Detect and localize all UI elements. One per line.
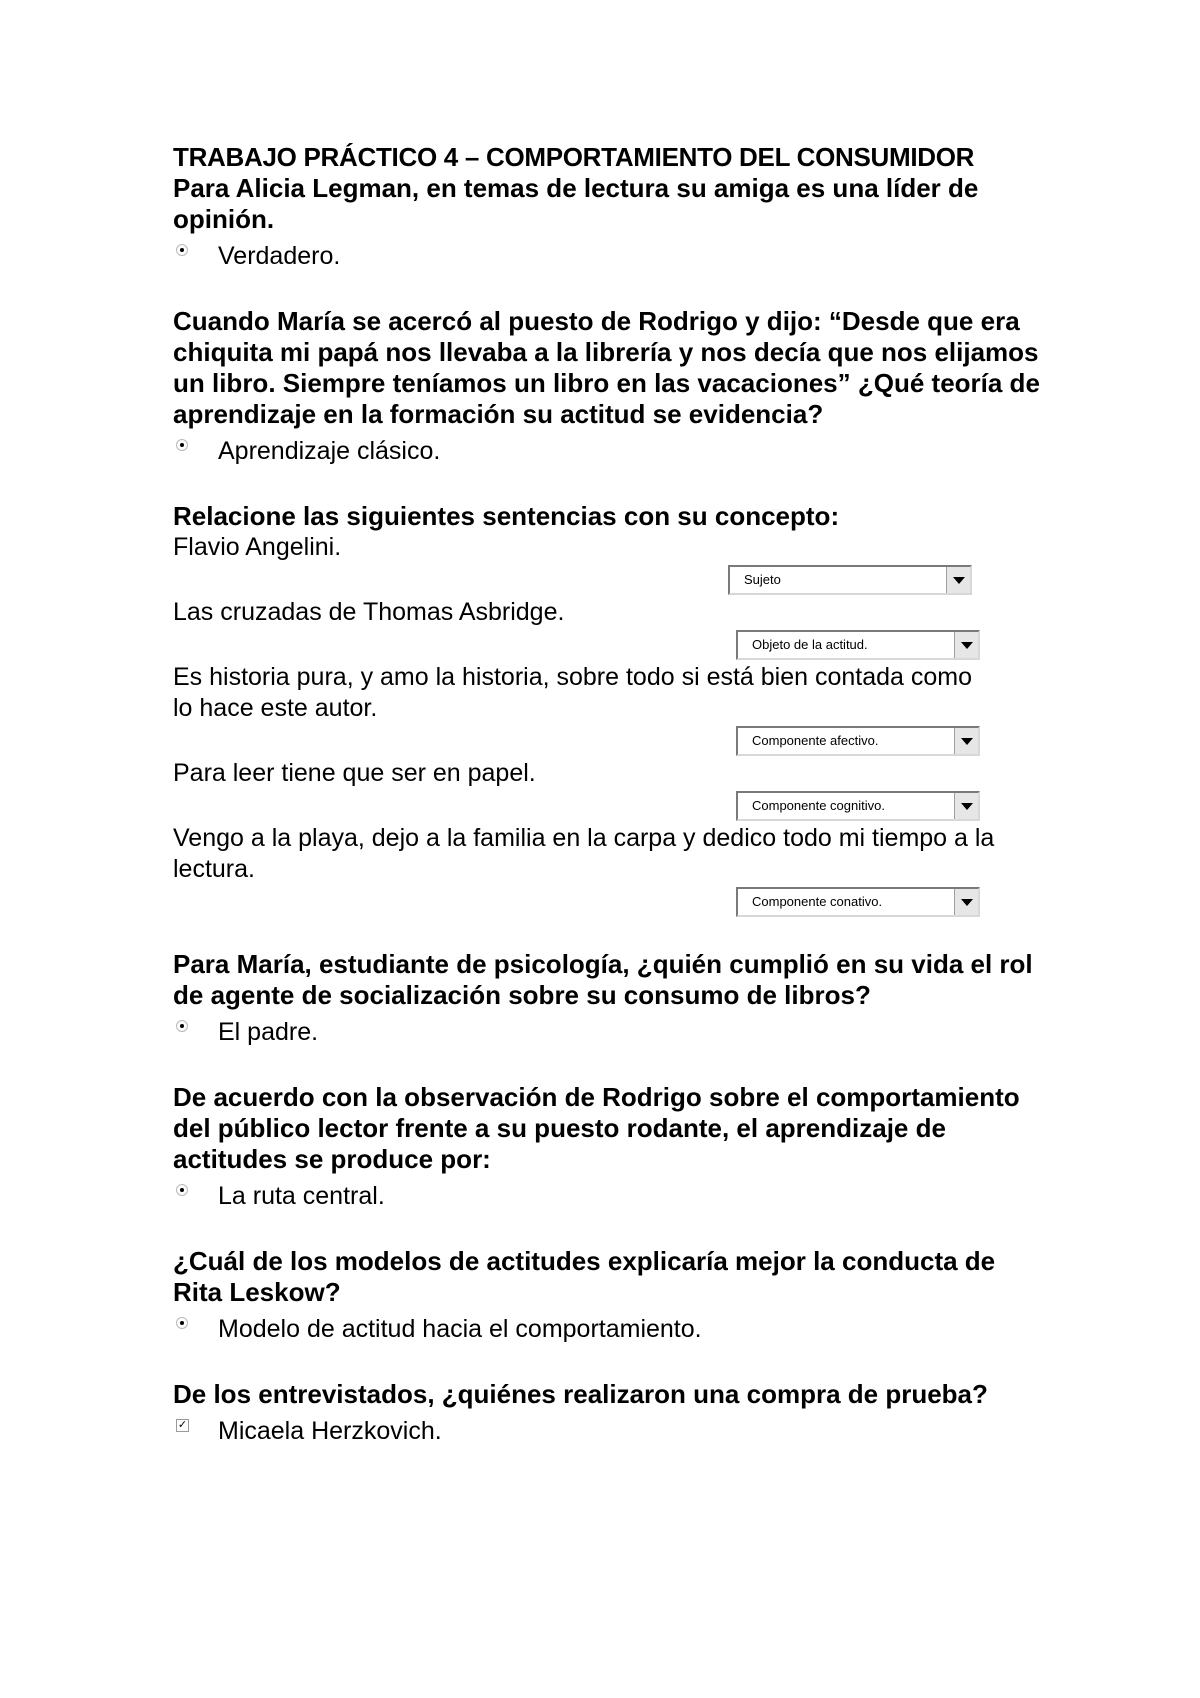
radio-selected-icon[interactable] — [176, 1020, 188, 1032]
concept-select[interactable] — [736, 791, 980, 821]
radio-selected-icon[interactable] — [176, 439, 188, 451]
question-6-answer-label: Modelo de actitud hacia el comportamiento. — [218, 1315, 702, 1343]
question-1-text: Para Alicia Legman, en temas de lectura su amiga es una líder de opinión. — [173, 173, 979, 234]
match-item — [173, 597, 1043, 662]
question-4-text: Para María, estudiante de psicología, ¿quién cumplió en su vida el rol de agente de socialización sobre su consumo de libros? — [173, 949, 1033, 1010]
concept-select[interactable] — [736, 630, 980, 660]
concept-select-value: Componente conativo. — [752, 894, 883, 909]
match-statement: Las cruzadas de Thomas Asbridge. — [173, 598, 565, 626]
chevron-down-icon[interactable] — [954, 632, 978, 658]
question-2 — [173, 306, 1043, 467]
concept-select-value: Objeto de la actitud. — [752, 637, 868, 652]
question-4 — [173, 949, 1043, 1048]
match-statement: Para leer tiene que ser en papel. — [173, 759, 536, 787]
radio-selected-icon[interactable] — [176, 1184, 188, 1196]
question-5-text: De acuerdo con la observación de Rodrigo sobre el comportamiento del público lector frente a su puesto rodante, el aprendizaje de actitudes se produce por: — [173, 1082, 1020, 1174]
chevron-down-icon[interactable] — [954, 889, 978, 915]
document-title: TRABAJO PRÁCTICO 4 – COMPORTAMIENTO DEL CONSUMIDOR — [173, 142, 975, 172]
match-item — [173, 532, 1043, 597]
concept-select-value: Sujeto — [744, 572, 781, 587]
concept-select[interactable] — [728, 565, 972, 595]
question-7-answer — [173, 1416, 1043, 1447]
match-item — [173, 823, 1043, 919]
chevron-down-icon[interactable] — [954, 728, 978, 754]
match-item — [173, 758, 1043, 823]
question-7-answer-label: Micaela Herzkovich. — [218, 1417, 442, 1445]
question-2-answer — [173, 436, 1043, 467]
document-page — [173, 142, 1043, 1447]
match-item — [173, 662, 1043, 758]
question-2-answer-label: Aprendizaje clásico. — [218, 437, 441, 465]
question-5 — [173, 1082, 1043, 1212]
question-5-answer — [173, 1181, 1043, 1212]
question-3 — [173, 501, 1043, 919]
chevron-down-icon[interactable] — [946, 567, 970, 593]
concept-select-value: Componente afectivo. — [752, 733, 879, 748]
concept-select-value: Componente cognitivo. — [752, 798, 885, 813]
chevron-down-icon[interactable] — [954, 793, 978, 819]
question-6 — [173, 1246, 1043, 1345]
question-4-answer — [173, 1017, 1043, 1048]
concept-select[interactable] — [736, 887, 980, 917]
question-1-answer — [173, 241, 1043, 272]
match-statement: Vengo a la playa, dejo a la familia en la carpa y dedico todo mi tiempo a la lectura. — [173, 824, 995, 883]
question-7-text: De los entrevistados, ¿quiénes realizaron una compra de prueba? — [173, 1379, 988, 1409]
question-1 — [173, 173, 1043, 272]
radio-selected-icon[interactable] — [176, 1317, 188, 1329]
question-2-text: Cuando María se acercó al puesto de Rodrigo y dijo: “Desde que era chiquita mi papá nos llevaba a la librería y nos decía que nos elijamos un libro. Siempre teníamos un libro en las vacaciones” ¿Qué teoría de aprendizaje en la formación su actitud se evidencia? — [173, 306, 1040, 429]
match-statement: Es historia pura, y amo la historia, sobre todo si está bien contada como lo hace este autor. — [173, 663, 973, 722]
question-3-text: Relacione las siguientes sentencias con su concepto: — [173, 501, 840, 531]
checkbox-checked-icon[interactable]: ✓ — [177, 1419, 188, 1431]
question-5-answer-label: La ruta central. — [218, 1182, 385, 1210]
question-7 — [173, 1379, 1043, 1447]
question-6-answer — [173, 1314, 1043, 1345]
concept-select[interactable] — [736, 726, 980, 756]
question-4-answer-label: El padre. — [218, 1018, 319, 1046]
match-statement: Flavio Angelini. — [173, 533, 342, 561]
radio-selected-icon[interactable] — [176, 244, 188, 256]
question-1-answer-label: Verdadero. — [218, 242, 341, 270]
question-6-text: ¿Cuál de los modelos de actitudes explicaría mejor la conducta de Rita Leskow? — [173, 1246, 996, 1307]
